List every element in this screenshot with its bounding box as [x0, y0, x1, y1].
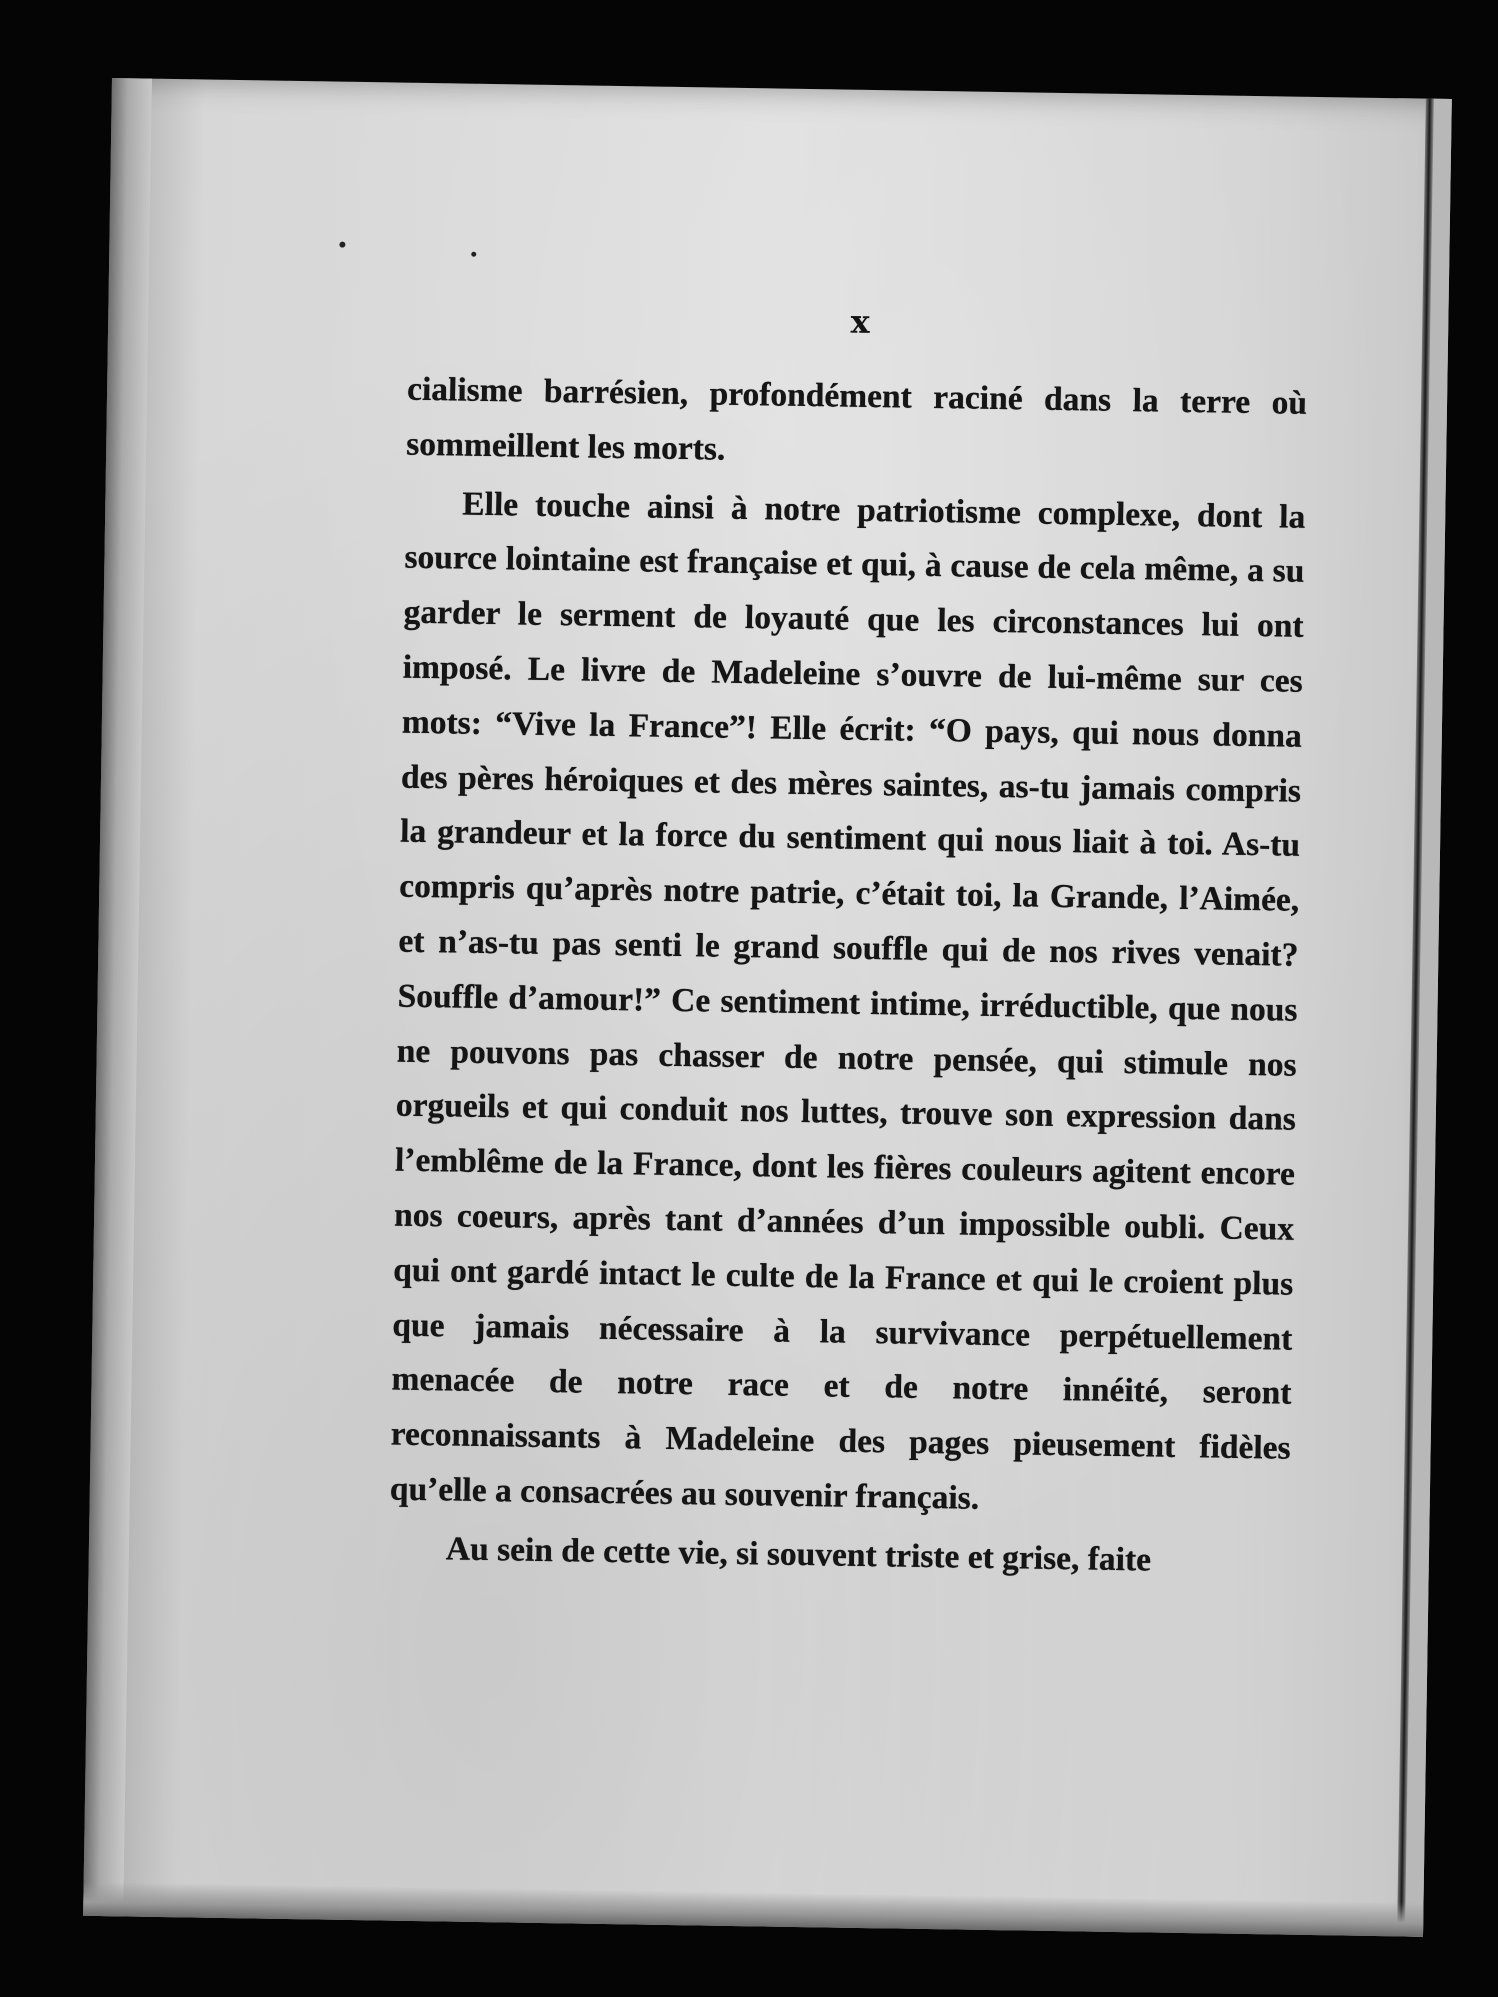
body-text [389, 363, 1308, 1591]
page-bottom-edge [83, 1882, 1423, 1937]
page-number: x [850, 302, 872, 341]
paragraph-last: Au sein de cette vie, si souvent triste et grise, faite [445, 1530, 1152, 1579]
paragraph: Elle touche ainsi à notre patriotisme complexe, dont la source lointaine est française et qui, à cause de cela même, a su garder le serment de loyauté que les circonstances lui ont imposé. Le livre de Madeleine s’ouvre de lui-même sur ces mots: “Vive la France”! Elle écrit: “O pays, qui nous donna des pères héroiques et des mères saintes, as-tu jamais compris la grandeur et la force du sentiment qui nous liait à toi. As-tu compris qu’après notre patrie, c’était toi, la Grande, l’Aimée, et n’as-tu pas senti le grand souffle qui de nos rives venait? Souffle d’amour!” Ce sentiment intime, irréductible, que nous ne pouvons pas chasser de notre pensée, qui stimule nos orgueils et qui conduit nos luttes, trouve son expression dans l’emblême de la France, dont les fières couleurs agitent encore nos coeurs, après tant d’années d’un impossible oubli. Ceux qui ont gardé intact le culte de la France et qui le croient plus que jamais nécessaire à la survivance perpétuellement menacée de notre race et de notre innéité, seront reconnaissants à Madeleine des pages pieusement fidèles qu’elle a consacrées au souvenir français. [389, 485, 1306, 1517]
ink-speck [339, 242, 345, 248]
page-left-edge [83, 78, 152, 1916]
ink-speck [471, 252, 476, 257]
book-page [83, 78, 1452, 1937]
paragraph-continuation: cialisme barrésien, profondément raciné dans la terre où sommeillent les morts. [405, 370, 1308, 468]
